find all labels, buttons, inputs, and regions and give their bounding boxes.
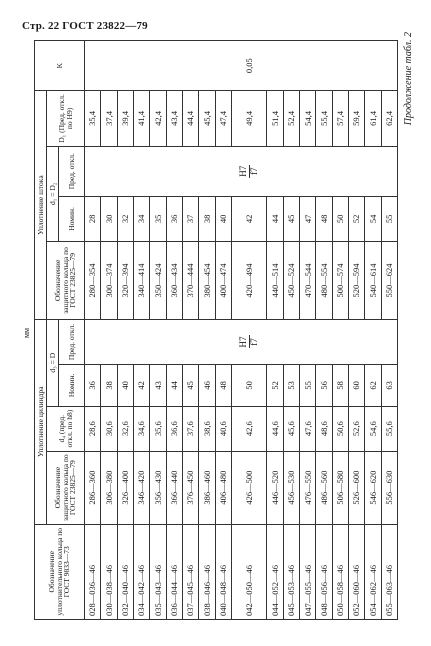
table-row [215, 41, 231, 620]
cell-rod-d1: 28 [85, 196, 101, 241]
cell-cyl-designation: 386—460 [199, 451, 215, 524]
empty-cell [166, 146, 182, 196]
table-row [166, 41, 182, 620]
cell-rod-designation: 480—554 [316, 242, 332, 320]
header-cyl-nominal: Номин. [59, 365, 85, 406]
table-row [231, 41, 267, 620]
cell-cyl-designation: 556—630 [381, 451, 397, 524]
cell-rod-d1: 44 [267, 196, 283, 241]
empty-cell [85, 319, 101, 364]
cell-rod-designation: 400—474 [215, 242, 231, 320]
cell-rod-designation: 350—424 [150, 242, 166, 320]
empty-cell [316, 41, 332, 91]
cell-rod-d1: 32 [117, 196, 133, 241]
empty-cell [85, 41, 101, 91]
cell-rod-d1: 47 [300, 196, 316, 241]
cell-cyl-d3: 42 [133, 365, 149, 406]
cell-cyl-d4: 30,6 [101, 406, 117, 451]
cell-rod-d1: 42 [231, 196, 267, 241]
table-row [283, 41, 299, 620]
cell-rod-designation: 440—514 [267, 242, 283, 320]
header-rod-group: Уплотнение штока [35, 91, 47, 320]
cell-rod-designation: 340—414 [133, 242, 149, 320]
empty-cell [117, 319, 133, 364]
empty-cell [215, 41, 231, 91]
cell-ring: 045—053—46 [283, 524, 299, 619]
cell-cyl-d4: 40,6 [215, 406, 231, 451]
empty-cell [133, 41, 149, 91]
rod-tolerance-fit [231, 146, 267, 196]
empty-cell [300, 41, 316, 91]
cell-cyl-designation: 426—500 [231, 451, 267, 524]
table-row [316, 41, 332, 620]
cell-cyl-d3: 62 [365, 365, 381, 406]
cell-ring: 044—052—46 [267, 524, 283, 619]
table-row [101, 41, 117, 620]
cell-rod-D1: 45,4 [199, 91, 215, 146]
cell-ring: 055—063—46 [381, 524, 397, 619]
cell-ring: 036—044—46 [166, 524, 182, 619]
empty-cell [381, 146, 397, 196]
cell-cyl-d3: 44 [166, 365, 182, 406]
cell-rod-d1: 30 [101, 196, 117, 241]
cell-ring: 038—046—46 [199, 524, 215, 619]
cell-cyl-d4: 47,6 [300, 406, 316, 451]
empty-cell [332, 319, 348, 364]
cell-cyl-d4: 55,6 [381, 406, 397, 451]
cell-cyl-designation: 346—420 [133, 451, 149, 524]
cell-cyl-designation: 456—530 [283, 451, 299, 524]
empty-cell [199, 319, 215, 364]
rotated-table-block [22, 32, 414, 620]
cell-cyl-d4: 54,6 [365, 406, 381, 451]
cell-rod-D1: 62,4 [381, 91, 397, 146]
empty-cell [267, 41, 283, 91]
cell-cyl-d3: 46 [199, 365, 215, 406]
cell-cyl-designation: 376—450 [182, 451, 198, 524]
cell-cyl-d4: 48,6 [316, 406, 332, 451]
cell-cyl-d4: 36,6 [166, 406, 182, 451]
cell-cyl-d3: 55 [300, 365, 316, 406]
empty-cell [117, 146, 133, 196]
header-cyl-designation: Обозначение защитного кольца по ГОСТ 23825—79 [47, 451, 85, 524]
cell-cyl-d4: 52,6 [349, 406, 365, 451]
cell-rod-designation: 450—524 [283, 242, 299, 320]
cell-cyl-d4: 34,6 [133, 406, 149, 451]
empty-cell [349, 146, 365, 196]
cell-rod-D1: 42,4 [150, 91, 166, 146]
cell-rod-d1: 52 [349, 196, 365, 241]
empty-cell [150, 319, 166, 364]
cell-rod-d1: 54 [365, 196, 381, 241]
empty-cell [316, 146, 332, 196]
cell-cyl-d3: 56 [316, 365, 332, 406]
cell-rod-d1: 40 [215, 196, 231, 241]
cell-cyl-d3: 36 [85, 365, 101, 406]
cell-cyl-d3: 50 [231, 365, 267, 406]
cell-cyl-d4: 50,6 [332, 406, 348, 451]
empty-cell [166, 319, 182, 364]
header-rod-d1: d₁ = D₂ [47, 146, 59, 241]
cell-cyl-d4: 28,6 [85, 406, 101, 451]
empty-cell [283, 41, 299, 91]
table-body [85, 41, 398, 620]
table-caption: Продолжение табл. 2 [403, 32, 414, 126]
cell-cyl-designation: 486—560 [316, 451, 332, 524]
cell-cyl-d3: 63 [381, 365, 397, 406]
cell-cyl-d3: 40 [117, 365, 133, 406]
empty-cell [332, 146, 348, 196]
cell-ring: 052—060—46 [349, 524, 365, 619]
cell-ring: 032—040—46 [117, 524, 133, 619]
cell-cyl-designation: 476—550 [300, 451, 316, 524]
empty-cell [101, 319, 117, 364]
cell-rod-D1: 54,4 [300, 91, 316, 146]
cell-rod-designation: 500—574 [332, 242, 348, 320]
empty-cell [300, 319, 316, 364]
cell-rod-D1: 51,4 [267, 91, 283, 146]
cell-cyl-designation: 546—620 [365, 451, 381, 524]
cell-ring: 050—058—46 [332, 524, 348, 619]
rod-fit-top: H7 [237, 165, 248, 177]
cell-cyl-designation: 286—360 [85, 451, 101, 524]
table-header [35, 41, 85, 620]
cell-rod-D1: 57,4 [332, 91, 348, 146]
header-cyl-d3: d₃ = D [47, 319, 59, 406]
empty-cell [215, 146, 231, 196]
cell-rod-d1: 37 [182, 196, 198, 241]
table-row [150, 41, 166, 620]
cell-rod-designation: 300—374 [101, 242, 117, 320]
empty-cell [166, 41, 182, 91]
table-row [85, 41, 101, 620]
empty-cell [133, 146, 149, 196]
header-k: K [35, 41, 85, 91]
table-row [117, 41, 133, 620]
cell-cyl-d3: 60 [349, 365, 365, 406]
cell-rod-designation: 370—444 [182, 242, 198, 320]
cell-cyl-designation: 446—520 [267, 451, 283, 524]
cyl-fit-top: H7 [237, 336, 248, 348]
empty-cell [150, 41, 166, 91]
empty-cell [101, 41, 117, 91]
cell-cyl-d3: 53 [283, 365, 299, 406]
cell-rod-d1: 34 [133, 196, 149, 241]
cell-cyl-d4: 42,6 [231, 406, 267, 451]
header-rod-designation: Обозначение защитного кольца по ГОСТ 23825—79 [47, 242, 85, 320]
cyl-tolerance-fit [231, 319, 267, 364]
cell-ring: 042—050—46 [231, 524, 267, 619]
cell-rod-D1: 55,4 [316, 91, 332, 146]
table-row [332, 41, 348, 620]
empty-cell [117, 41, 133, 91]
empty-cell [85, 146, 101, 196]
cell-ring: 028—036—46 [85, 524, 101, 619]
empty-cell [267, 146, 283, 196]
empty-cell [182, 146, 198, 196]
cell-ring: 030—038—46 [101, 524, 117, 619]
cell-ring: 034—042—46 [133, 524, 149, 619]
k-value: 0,05 [231, 41, 267, 91]
table-row [199, 41, 215, 620]
cell-cyl-d4: 38,6 [199, 406, 215, 451]
header-cylinder-group: Уплотнение цилиндра [35, 319, 47, 524]
cell-cyl-d3: 52 [267, 365, 283, 406]
cell-ring: 048—056—46 [316, 524, 332, 619]
table-row [381, 41, 397, 620]
cell-rod-designation: 550—624 [381, 242, 397, 320]
empty-cell [365, 319, 381, 364]
cell-rod-D1: 47,4 [215, 91, 231, 146]
cell-cyl-designation: 506—580 [332, 451, 348, 524]
table-row [349, 41, 365, 620]
cell-rod-d1: 36 [166, 196, 182, 241]
header-cyl-d4: d₄ (пред. откл. по h8) [47, 406, 85, 451]
cell-rod-designation: 380—454 [199, 242, 215, 320]
empty-cell [283, 319, 299, 364]
cell-rod-d1: 48 [316, 196, 332, 241]
cell-cyl-designation: 326—400 [117, 451, 133, 524]
empty-cell [199, 41, 215, 91]
cell-cyl-d4: 45,6 [283, 406, 299, 451]
dimensions-table [34, 40, 398, 620]
cell-ring: 035—043—46 [150, 524, 166, 619]
empty-cell [381, 319, 397, 364]
cell-rod-designation: 470—544 [300, 242, 316, 320]
table-row [267, 41, 283, 620]
cell-rod-D1: 61,4 [365, 91, 381, 146]
empty-cell [182, 319, 198, 364]
empty-cell [215, 319, 231, 364]
cell-cyl-d3: 38 [101, 365, 117, 406]
cell-rod-D1: 41,4 [133, 91, 149, 146]
cell-cyl-designation: 526—600 [349, 451, 365, 524]
cell-rod-D1: 49,4 [231, 91, 267, 146]
cell-rod-D1: 44,4 [182, 91, 198, 146]
empty-cell [332, 41, 348, 91]
unit-label: мм [22, 327, 31, 338]
empty-cell [101, 146, 117, 196]
empty-cell [267, 319, 283, 364]
empty-cell [150, 146, 166, 196]
table-row [365, 41, 381, 620]
cell-rod-D1: 59,4 [349, 91, 365, 146]
cell-rod-d1: 35 [150, 196, 166, 241]
empty-cell [316, 319, 332, 364]
cell-rod-D1: 43,4 [166, 91, 182, 146]
cell-rod-D1: 52,4 [283, 91, 299, 146]
empty-cell [199, 146, 215, 196]
cell-cyl-designation: 306—380 [101, 451, 117, 524]
header-rod-D1: D₁ (Пред. откл. по H9) [47, 91, 85, 146]
header-ring: Обозначение уплотнительного кольца по ГОСТ 9833—73 [35, 524, 85, 619]
cell-rod-designation: 540—614 [365, 242, 381, 320]
cell-cyl-designation: 366—440 [166, 451, 182, 524]
empty-cell [133, 319, 149, 364]
empty-cell [283, 146, 299, 196]
cyl-fit-bottom: f7 [248, 338, 259, 346]
header-rod-nominal: Номин. [59, 196, 85, 241]
header-cyl-tolerance: Пред. откл. [59, 319, 85, 364]
empty-cell [365, 41, 381, 91]
cell-cyl-d3: 43 [150, 365, 166, 406]
cell-cyl-d4: 35,6 [150, 406, 166, 451]
table-row [300, 41, 316, 620]
cell-rod-d1: 50 [332, 196, 348, 241]
cell-rod-designation: 320—394 [117, 242, 133, 320]
empty-cell [182, 41, 198, 91]
empty-cell [381, 41, 397, 91]
cell-rod-designation: 280—354 [85, 242, 101, 320]
cell-ring: 037—045—46 [182, 524, 198, 619]
cell-cyl-designation: 406—480 [215, 451, 231, 524]
empty-cell [349, 319, 365, 364]
cell-cyl-d4: 37,6 [182, 406, 198, 451]
cell-rod-designation: 360—434 [166, 242, 182, 320]
cell-rod-D1: 39,4 [117, 91, 133, 146]
cell-rod-d1: 45 [283, 196, 299, 241]
empty-cell [349, 41, 365, 91]
page-header: Стр. 22 ГОСТ 23822—79 [22, 20, 148, 32]
cell-cyl-d3: 45 [182, 365, 198, 406]
cell-cyl-d3: 58 [332, 365, 348, 406]
cell-rod-designation: 520—594 [349, 242, 365, 320]
cell-ring: 054—062—46 [365, 524, 381, 619]
cell-cyl-d3: 48 [215, 365, 231, 406]
cell-ring: 047—055—46 [300, 524, 316, 619]
cell-rod-d1: 38 [199, 196, 215, 241]
header-rod-tolerance: Пред. откл. [59, 146, 85, 196]
empty-cell [365, 146, 381, 196]
cell-rod-D1: 37,4 [101, 91, 117, 146]
cell-cyl-d4: 32,6 [117, 406, 133, 451]
rod-fit-bottom: f7 [248, 167, 259, 175]
cell-cyl-d4: 44,6 [267, 406, 283, 451]
cell-rod-designation: 420—494 [231, 242, 267, 320]
cell-rod-d1: 55 [381, 196, 397, 241]
table-row [182, 41, 198, 620]
empty-cell [300, 146, 316, 196]
cell-cyl-designation: 356—430 [150, 451, 166, 524]
cell-ring: 040—048—46 [215, 524, 231, 619]
table-row [133, 41, 149, 620]
cell-rod-D1: 35,4 [85, 91, 101, 146]
